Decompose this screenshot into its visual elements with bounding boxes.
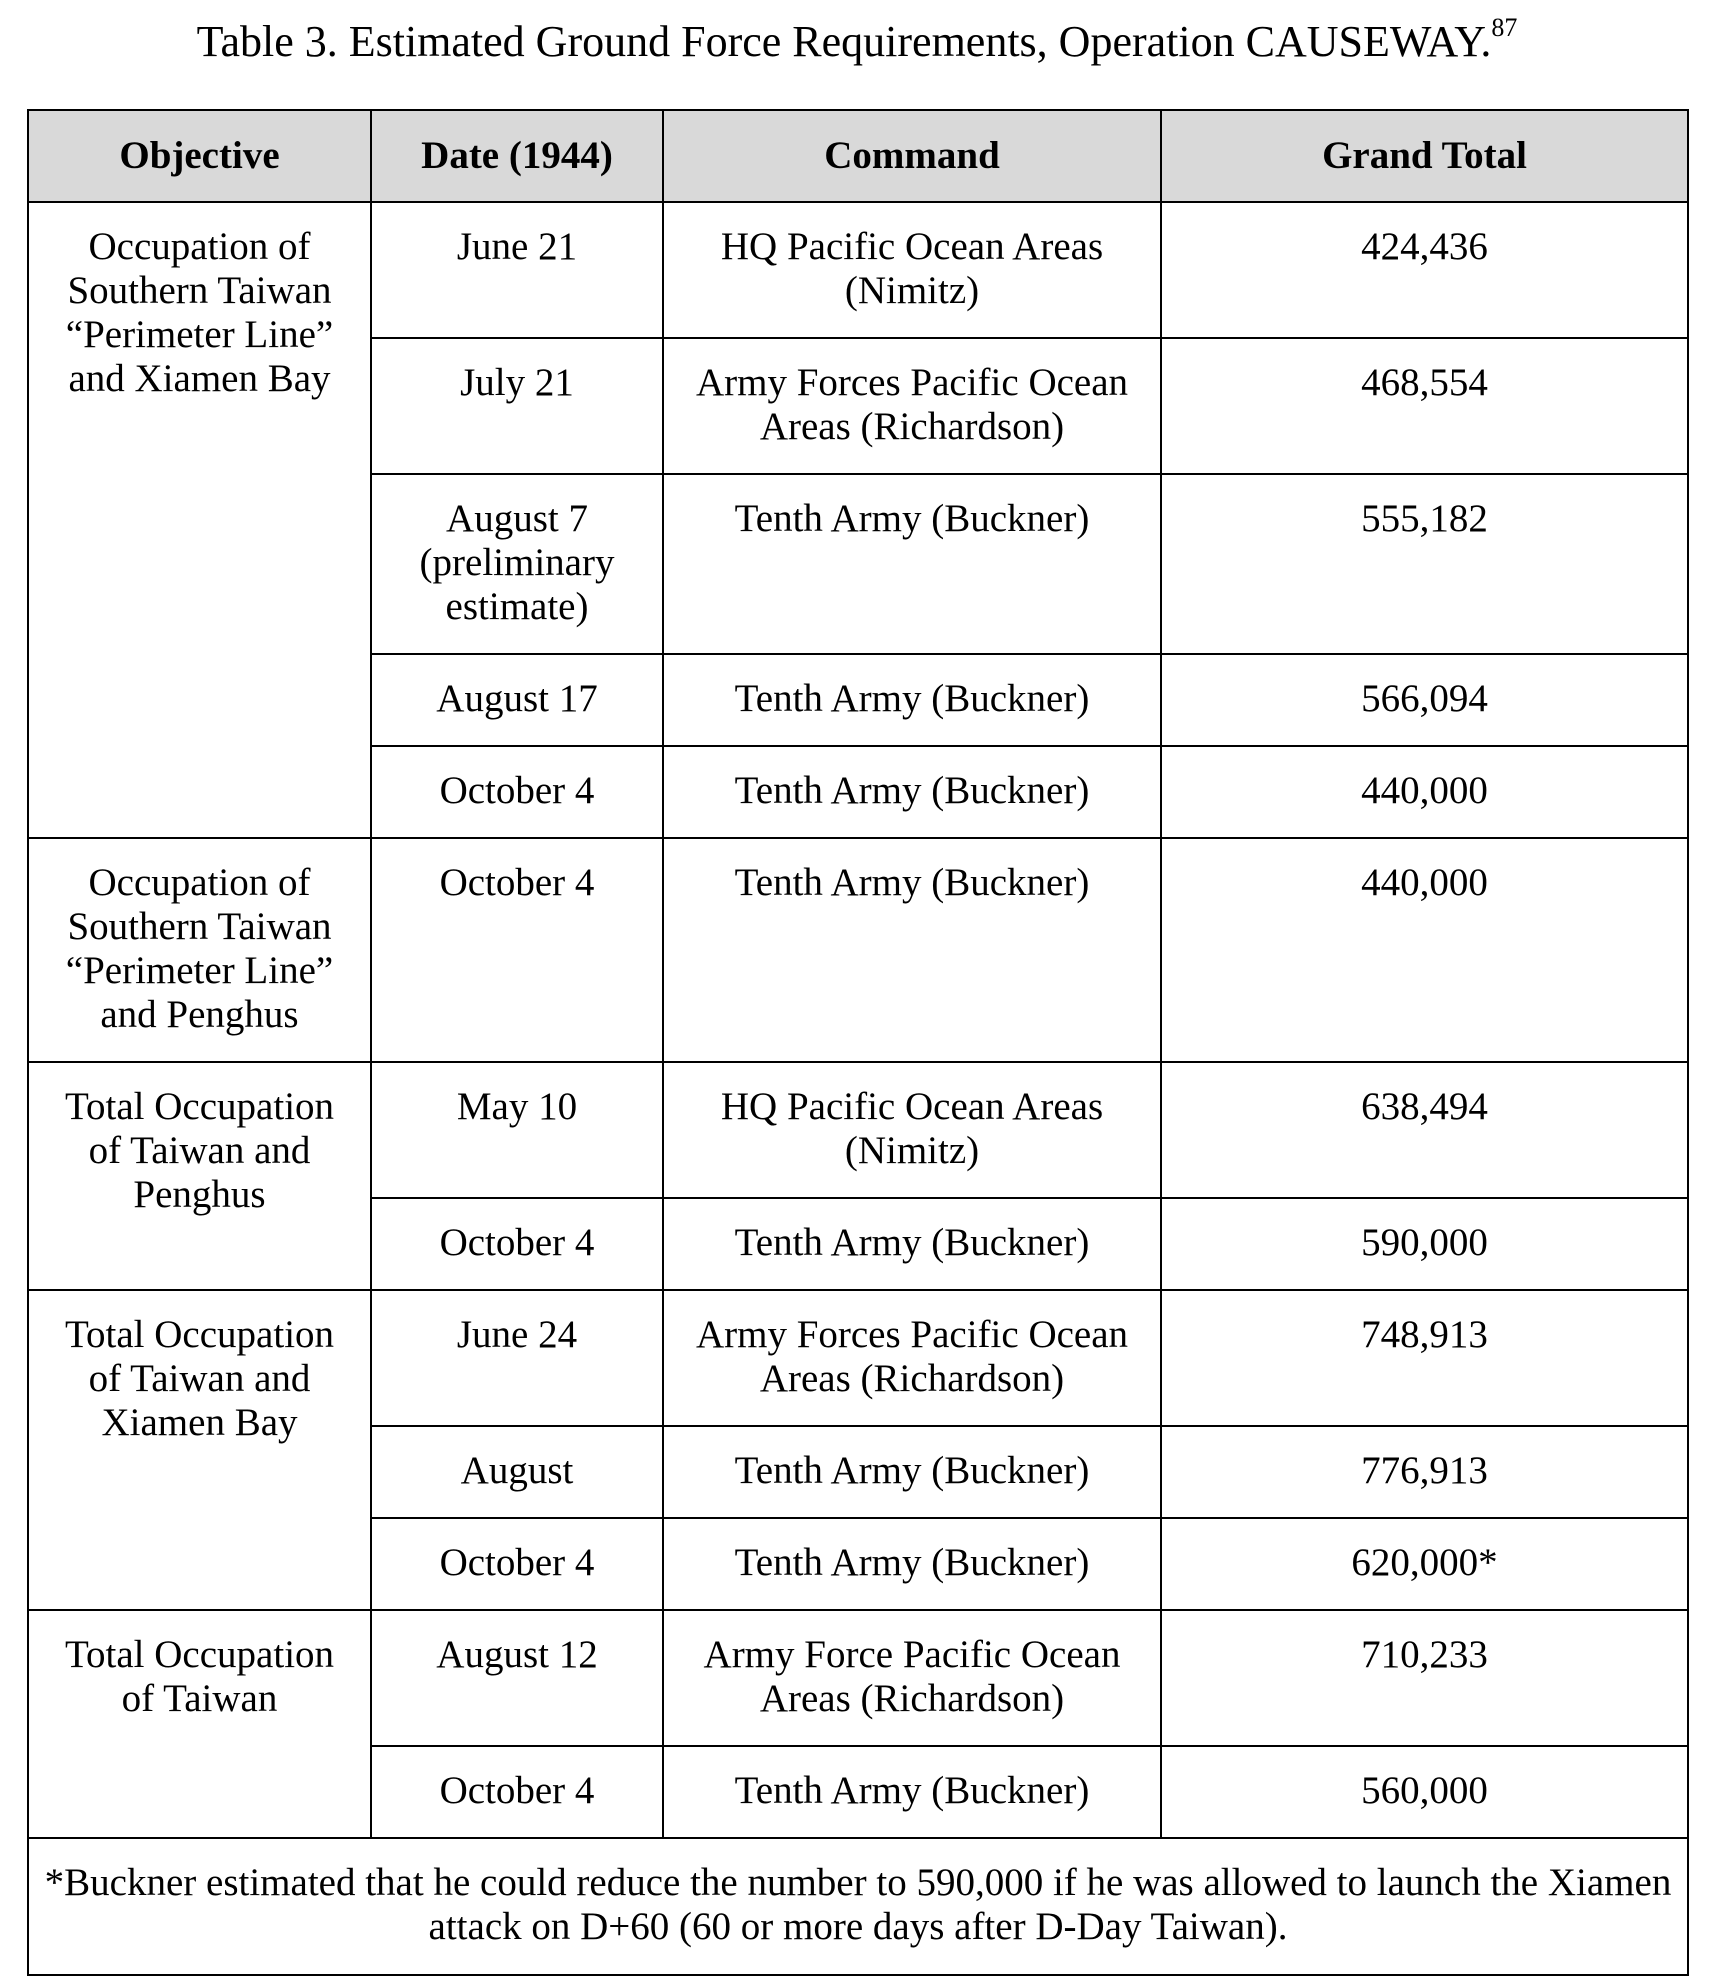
date-cell: October 4 [371,838,663,1062]
date-cell: August 7 (preliminary estimate) [371,474,663,654]
date-cell: June 24 [371,1290,663,1426]
command-cell: Tenth Army (Buckner) [663,654,1161,746]
command-cell: Army Force Pacific Ocean Areas (Richardson) [663,1610,1161,1746]
command-cell: Army Forces Pacific Ocean Areas (Richardson) [663,1290,1161,1426]
grand-total-cell: 638,494 [1161,1062,1688,1198]
header-grand-total: Grand Total [1161,110,1688,202]
grand-total-cell: 710,233 [1161,1610,1688,1746]
footnote-row [28,1838,1688,1975]
date-cell: August [371,1426,663,1518]
grand-total-cell: 555,182 [1161,474,1688,654]
command-cell: Tenth Army (Buckner) [663,746,1161,838]
grand-total-cell: 620,000* [1161,1518,1688,1610]
objective-cell: Occupation of Southern Taiwan “Perimeter Line” and Penghus [28,838,371,1062]
table-row [28,1610,1688,1746]
grand-total-cell: 748,913 [1161,1290,1688,1426]
command-cell: Tenth Army (Buckner) [663,838,1161,1062]
date-cell: October 4 [371,1746,663,1838]
grand-total-cell: 468,554 [1161,338,1688,474]
grand-total-cell: 440,000 [1161,838,1688,1062]
table-footnote: *Buckner estimated that he could reduce the number to 590,000 if he was allowed to launch the Xiamen attack on D+60 (60 or more days after D-Day Taiwan). [28,1838,1688,1975]
ground-force-table [27,109,1689,1976]
objective-cell: Total Occupation of Taiwan and Xiamen Bay [28,1290,371,1610]
command-cell: Tenth Army (Buckner) [663,1198,1161,1290]
header-date: Date (1944) [371,110,663,202]
objective-cell: Occupation of Southern Taiwan “Perimeter Line” and Xiamen Bay [28,202,371,838]
header-objective: Objective [28,110,371,202]
grand-total-cell: 566,094 [1161,654,1688,746]
command-cell: Tenth Army (Buckner) [663,1518,1161,1610]
header-row [28,110,1688,202]
table-row [28,838,1688,1062]
table-row [28,202,1688,338]
command-cell: Tenth Army (Buckner) [663,1426,1161,1518]
grand-total-cell: 440,000 [1161,746,1688,838]
command-cell: HQ Pacific Ocean Areas (Nimitz) [663,1062,1161,1198]
grand-total-cell: 560,000 [1161,1746,1688,1838]
date-cell: August 12 [371,1610,663,1746]
table-row [28,1062,1688,1198]
header-command: Command [663,110,1161,202]
objective-cell: Total Occupation of Taiwan [28,1610,371,1838]
command-cell: Tenth Army (Buckner) [663,474,1161,654]
caption-text: Table 3. Estimated Ground Force Requirements, Operation CAUSEWAY. [196,17,1492,66]
table-row [28,1290,1688,1426]
date-cell: June 21 [371,202,663,338]
grand-total-cell: 590,000 [1161,1198,1688,1290]
command-cell: Army Forces Pacific Ocean Areas (Richardson) [663,338,1161,474]
date-cell: August 17 [371,654,663,746]
command-cell: Tenth Army (Buckner) [663,1746,1161,1838]
grand-total-cell: 776,913 [1161,1426,1688,1518]
date-cell: May 10 [371,1062,663,1198]
date-cell: July 21 [371,338,663,474]
date-cell: October 4 [371,746,663,838]
table-caption [0,14,1714,70]
date-cell: October 4 [371,1198,663,1290]
date-cell: October 4 [371,1518,663,1610]
footnote-reference: 87 [1491,13,1518,42]
command-cell: HQ Pacific Ocean Areas (Nimitz) [663,202,1161,338]
grand-total-cell: 424,436 [1161,202,1688,338]
objective-cell: Total Occupation of Taiwan and Penghus [28,1062,371,1290]
